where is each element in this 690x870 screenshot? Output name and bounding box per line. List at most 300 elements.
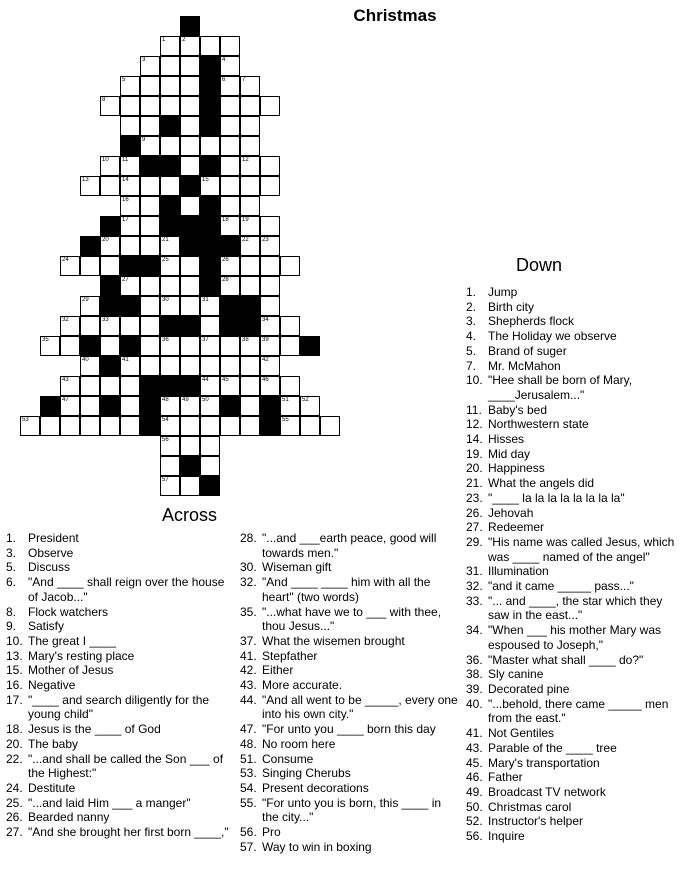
grid-cell[interactable] [220,56,240,76]
black-square [100,356,120,376]
grid-cell[interactable] [120,276,140,296]
clue-item [6,678,234,693]
cell-number: 30 [162,297,169,303]
clue-item [466,432,686,447]
clue-text: Mr. McMahon [488,358,561,373]
grid-cell[interactable] [180,436,200,456]
grid-cell[interactable] [240,376,260,396]
grid-cell[interactable] [220,76,240,96]
cell-number: 9 [142,137,146,143]
cell-number: 33 [102,317,109,323]
clue-number: 46. [466,770,483,785]
grid-cell[interactable] [180,36,200,56]
clue-text: President [28,531,79,545]
black-square [220,396,240,416]
grid-cell[interactable] [80,316,100,336]
grid-cell[interactable] [180,156,200,176]
cell-number: 37 [202,337,209,343]
cell-number: 35 [42,337,49,343]
grid-cell[interactable] [140,276,160,296]
clue-number: 8. [6,604,17,619]
grid-cell[interactable] [120,196,140,216]
grid-cell[interactable] [260,316,280,336]
clue-item [240,693,460,722]
cell-number: 18 [222,217,229,223]
cell-number: 2 [182,37,186,43]
clue-number: 32. [466,579,483,594]
grid-cell[interactable] [300,416,320,436]
clue-item [466,329,686,344]
cell-number: 19 [242,217,249,223]
grid-cell[interactable] [160,416,180,436]
clue-text: The Holiday we observe [488,329,617,344]
clue-text: "...and ___earth peace, good will towards men." [262,531,437,560]
clue-item [240,737,460,752]
clue-text: Christmas carol [488,799,572,814]
grid-cell[interactable] [100,96,120,116]
grid-cell[interactable] [260,256,280,276]
cell-number: 28 [222,277,229,283]
grid-cell[interactable] [160,136,180,156]
grid-cell[interactable] [200,356,220,376]
grid-cell[interactable] [160,456,180,476]
grid-cell[interactable] [260,276,280,296]
grid-cell[interactable] [280,336,300,356]
clue-text: "...what have we to ___ with thee, thou Jesus..." [262,604,442,634]
across-clues-column-2 [240,531,460,854]
grid-cell[interactable] [240,336,260,356]
grid-cell[interactable] [100,176,120,196]
clue-item [466,417,686,432]
clue-number: 56. [466,829,483,844]
cell-number: 24 [62,257,69,263]
grid-cell[interactable] [140,316,160,336]
clue-number: 7. [466,358,477,373]
clue-text: "For unto you is born, this ____ in the city..." [262,795,442,825]
grid-cell[interactable] [220,136,240,156]
cell-number: 50 [202,397,209,403]
grid-cell[interactable] [140,116,160,136]
clue-text: Either [262,663,294,678]
clue-text: Sly canine [488,667,544,682]
grid-cell[interactable] [180,356,200,376]
grid-cell[interactable] [240,136,260,156]
grid-cell[interactable] [40,416,60,436]
clue-item [466,756,686,771]
cell-number: 26 [222,257,229,263]
clue-text: Shepherds flock [488,314,575,329]
black-square [120,296,140,316]
clue-text: Mother of Jesus [28,663,114,678]
clue-number: 20. [466,461,483,476]
grid-cell[interactable] [220,36,240,56]
grid-cell[interactable] [160,356,180,376]
grid-cell[interactable] [180,96,200,116]
black-square [160,316,180,336]
cell-number: 36 [162,337,169,343]
black-square [200,276,220,296]
grid-cell[interactable] [80,356,100,376]
clue-item [466,403,686,418]
grid-cell[interactable] [240,416,260,436]
grid-cell[interactable] [220,256,240,276]
clue-number: 18. [6,722,23,737]
clue-number: 49. [466,784,483,799]
across-heading: Across [162,505,218,525]
clue-text: "When ___ his mother Mary was espoused to Joseph," [488,623,661,652]
grid-cell[interactable] [220,416,240,436]
clue-item [240,781,460,796]
grid-cell[interactable] [160,96,180,116]
black-square [200,216,220,236]
grid-cell[interactable] [140,196,160,216]
clue-text: Jehovah [488,505,534,520]
clue-text: Mary's transportation [488,755,600,770]
grid-cell[interactable] [220,376,240,396]
grid-cell[interactable] [80,176,100,196]
clue-item [466,506,686,521]
grid-cell[interactable] [140,136,160,156]
clue-number: 12. [466,417,483,432]
grid-cell[interactable] [200,376,220,396]
grid-cell[interactable] [120,416,140,436]
clue-item [6,560,234,575]
grid-cell[interactable] [100,416,120,436]
grid-cell[interactable] [260,376,280,396]
grid-cell[interactable] [140,356,160,376]
clue-number: 4. [466,329,477,344]
clue-item [240,649,460,664]
clue-item [6,796,234,811]
clue-text: "Master what shall ____ do?" [488,652,644,667]
grid-cell[interactable] [280,376,300,396]
clue-item [466,300,686,315]
grid-cell[interactable] [120,236,140,256]
grid-cell[interactable] [140,96,160,116]
grid-cell[interactable] [260,356,280,376]
grid-cell[interactable] [160,336,180,356]
clue-item [466,344,686,359]
clue-item [6,531,234,546]
grid-cell[interactable] [180,276,200,296]
clue-text: What the angels did [488,476,595,491]
grid-cell[interactable] [280,256,300,276]
clue-number: 29. [466,534,483,549]
grid-cell[interactable] [160,36,180,56]
clue-number: 28. [240,531,257,545]
clue-text: Present decorations [262,780,369,795]
cell-number: 38 [242,337,249,343]
grid-cell[interactable] [240,276,260,296]
cell-number: 25 [162,257,169,263]
clue-text: "... and ____, the star which they saw in the east..." [488,593,663,623]
grid-cell[interactable] [180,396,200,416]
clue-text: Flock watchers [28,604,109,619]
clue-number: 43. [240,678,257,693]
clue-text: Discuss [28,560,71,575]
grid-cell[interactable] [260,96,280,116]
cell-number: 8 [102,97,106,103]
clue-item [466,447,686,462]
grid-cell[interactable] [180,476,200,496]
grid-cell[interactable] [160,56,180,76]
clue-item [6,634,234,649]
grid-cell[interactable] [200,316,220,336]
grid-cell[interactable] [240,176,260,196]
clue-text: Father [488,770,523,785]
grid-cell[interactable] [220,276,240,296]
clue-number: 20. [6,736,23,751]
grid-cell[interactable] [220,116,240,136]
grid-cell[interactable] [100,156,120,176]
black-square [100,216,120,236]
grid-cell[interactable] [140,236,160,256]
grid-cell[interactable] [240,396,260,416]
grid-cell[interactable] [140,336,160,356]
black-square [220,236,240,256]
grid-cell[interactable] [160,176,180,196]
grid-cell[interactable] [180,336,200,356]
clue-number: 52. [466,814,483,829]
clue-text: Parable of the ____ tree [488,740,617,755]
grid-cell[interactable] [120,156,140,176]
grid-cell[interactable] [220,336,240,356]
clue-item [466,491,686,506]
cell-number: 55 [282,417,289,423]
across-clues-column-1 [6,531,234,840]
cell-number: 40 [82,357,89,363]
cell-number: 51 [282,397,289,403]
grid-cell[interactable] [200,436,220,456]
grid-cell[interactable] [20,416,40,436]
grid-cell[interactable] [160,436,180,456]
grid-cell[interactable] [200,296,220,316]
clue-item [466,697,686,726]
grid-cell[interactable] [100,336,120,356]
clue-number: 25. [6,795,23,810]
clue-number: 5. [6,560,17,575]
cell-number: 13 [82,177,89,183]
clue-text: "and it came _____ pass..." [488,579,634,594]
clue-text: Birth city [488,299,535,314]
clue-number: 39. [466,681,483,696]
grid-cell[interactable] [260,296,280,316]
clue-number: 36. [466,652,483,667]
grid-cell[interactable] [260,336,280,356]
grid-cell[interactable] [120,356,140,376]
cell-number: 11 [122,157,129,163]
grid-cell[interactable] [220,176,240,196]
clue-item [240,796,460,825]
grid-cell[interactable] [180,256,200,276]
clue-item [6,605,234,620]
black-square [80,236,100,256]
clue-text: "____ and search diligently for the young child" [28,692,210,722]
cell-number: 4 [222,57,226,63]
black-square [140,156,160,176]
grid-cell[interactable] [60,336,80,356]
grid-cell[interactable] [180,196,200,216]
clue-number: 33. [466,593,483,608]
grid-cell[interactable] [200,416,220,436]
grid-cell[interactable] [220,216,240,236]
clue-item [6,722,234,737]
grid-cell[interactable] [280,396,300,416]
grid-cell[interactable] [180,56,200,76]
clue-text: Northwestern state [488,417,589,432]
clue-item [466,285,686,300]
grid-cell[interactable] [200,396,220,416]
grid-cell[interactable] [160,256,180,276]
grid-cell[interactable] [100,376,120,396]
down-heading: Down [516,255,563,275]
puzzle-title: Christmas [353,6,437,25]
grid-cell[interactable] [220,356,240,376]
clue-text: Wiseman gift [262,560,332,575]
grid-cell[interactable] [120,396,140,416]
grid-cell[interactable] [80,256,100,276]
grid-cell[interactable] [160,236,180,256]
black-square [160,116,180,136]
grid-cell[interactable] [280,416,300,436]
cell-number: 7 [242,77,246,83]
grid-cell[interactable] [180,116,200,136]
grid-cell[interactable] [60,396,80,416]
clue-item [240,634,460,649]
cell-number: 39 [262,337,269,343]
grid-cell[interactable] [200,36,220,56]
grid-cell[interactable] [60,376,80,396]
clue-number: 55. [240,795,257,810]
black-square [140,256,160,276]
grid-cell[interactable] [240,96,260,116]
clue-number: 51. [240,751,257,766]
black-square [180,316,200,336]
grid-cell[interactable] [240,76,260,96]
grid-cell[interactable] [140,76,160,96]
clue-item [466,682,686,697]
grid-cell[interactable] [120,316,140,336]
grid-cell[interactable] [240,196,260,216]
clue-item [6,810,234,825]
clue-item [6,693,234,722]
grid-cell[interactable] [60,256,80,276]
grid-cell[interactable] [140,296,160,316]
grid-cell[interactable] [120,76,140,96]
grid-cell[interactable] [240,156,260,176]
clue-number: 37. [240,633,257,648]
grid-cell[interactable] [240,236,260,256]
black-square [180,456,200,476]
grid-cell[interactable] [120,376,140,396]
grid-cell[interactable] [60,416,80,436]
grid-cell[interactable] [180,136,200,156]
grid-cell[interactable] [160,296,180,316]
grid-cell[interactable] [200,456,220,476]
down-clues [466,285,686,844]
grid-cell[interactable] [80,296,100,316]
grid-cell[interactable] [140,176,160,196]
clue-number: 57. [240,839,257,854]
clue-item [466,653,686,668]
grid-cell[interactable] [100,256,120,276]
clue-item [240,663,460,678]
clue-number: 53. [240,766,257,781]
grid-cell[interactable] [220,156,240,176]
cell-number: 14 [122,177,129,183]
grid-cell[interactable] [160,396,180,416]
grid-cell[interactable] [200,176,220,196]
grid-cell[interactable] [240,116,260,136]
black-square [200,76,220,96]
grid-cell[interactable] [180,296,200,316]
cell-number: 16 [122,197,129,203]
grid-cell[interactable] [40,336,60,356]
black-square [120,336,140,356]
black-square [100,396,120,416]
grid-cell[interactable] [260,216,280,236]
clue-item [240,722,460,737]
grid-cell[interactable] [280,316,300,336]
clue-text: Brand of suger [488,343,567,358]
grid-cell[interactable] [200,136,220,156]
grid-cell[interactable] [140,216,160,236]
grid-cell[interactable] [120,116,140,136]
cell-number: 41 [122,357,129,363]
clue-number: 14. [466,432,483,447]
clue-item [240,531,460,560]
grid-cell[interactable] [80,376,100,396]
clue-item [240,766,460,781]
grid-cell[interactable] [180,76,200,96]
clue-item [466,800,686,815]
grid-cell[interactable] [220,196,240,216]
grid-cell[interactable] [320,416,340,436]
black-square [160,156,180,176]
grid-cell[interactable] [180,416,200,436]
clue-text: "And ____ ____ him with all the heart" (two words) [262,575,431,604]
grid-cell[interactable] [120,216,140,236]
grid-cell[interactable] [260,236,280,256]
grid-cell[interactable] [160,276,180,296]
clue-number: 54. [240,780,257,795]
grid-cell[interactable] [160,76,180,96]
clue-item [466,829,686,844]
grid-cell[interactable] [200,336,220,356]
black-square [260,396,280,416]
grid-cell[interactable] [240,256,260,276]
grid-cell[interactable] [300,396,320,416]
grid-cell[interactable] [100,236,120,256]
grid-cell[interactable] [60,316,80,336]
grid-cell[interactable] [240,356,260,376]
grid-cell[interactable] [100,316,120,336]
grid-cell[interactable] [120,176,140,196]
grid-cell[interactable] [80,396,100,416]
cell-number: 12 [242,157,249,163]
grid-cell[interactable] [240,216,260,236]
grid-cell[interactable] [80,416,100,436]
clue-text: Jesus is the ____ of God [28,722,161,737]
grid-cell[interactable] [160,476,180,496]
grid-cell[interactable] [140,56,160,76]
grid-cell[interactable] [120,96,140,116]
grid-cell[interactable] [220,96,240,116]
black-square [140,416,160,436]
grid-cell[interactable] [260,176,280,196]
black-square [300,336,320,356]
grid-cell[interactable] [260,156,280,176]
